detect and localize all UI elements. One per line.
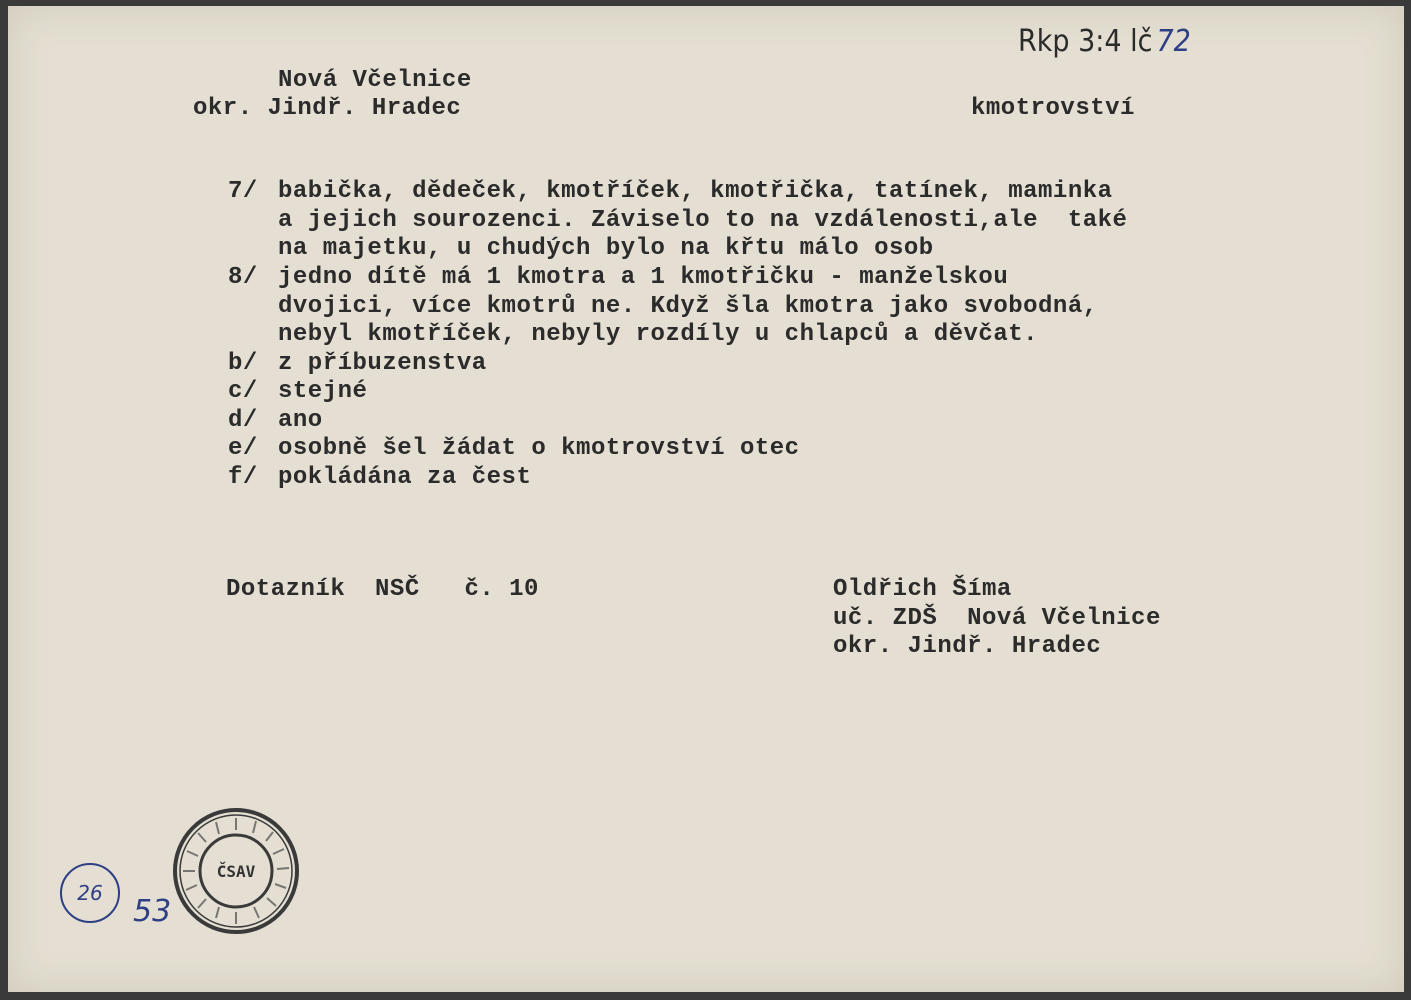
answer-key: b/ (228, 350, 258, 377)
handwritten-page-number: 53 (133, 894, 172, 929)
shelfmark-code: Rkp 3:4 lč (1018, 24, 1153, 59)
answer-key: 8/ (228, 264, 258, 291)
answer-line: dvojici, více kmotrů ne. Když šla kmotra jako svobodná, (278, 293, 1098, 320)
answer-line: babička, dědeček, kmotříček, kmotřička, tatínek, maminka (278, 178, 1113, 205)
header-place: Nová Včelnice (278, 67, 472, 94)
answer-line: na majetku, u chudých bylo na křtu málo osob (278, 235, 934, 262)
answer-line: a jejich sourozenci. Záviselo to na vzdálenosti,ale také (278, 207, 1128, 234)
answer-key: d/ (228, 407, 258, 434)
shelfmark (1018, 24, 1191, 59)
header-district: okr. Jindř. Hradec (193, 95, 462, 122)
archive-card (8, 6, 1404, 992)
answer-line: stejné (278, 378, 368, 405)
stamp-center-text: ČSAV (216, 862, 256, 881)
answer-line: jedno dítě má 1 kmotra a 1 kmotřičku - manželskou (278, 264, 1009, 291)
handwritten-circled-number: 26 (60, 863, 120, 923)
answer-key: c/ (228, 378, 258, 405)
answer-line: pokládána za čest (278, 464, 532, 491)
author-name: Oldřich Šíma (833, 576, 1012, 603)
answer-key: f/ (228, 464, 258, 491)
author-district: okr. Jindř. Hradec (833, 633, 1102, 660)
answer-line: ano (278, 407, 323, 434)
questionnaire-number: Dotazník NSČ č. 10 (226, 576, 539, 603)
author-role: uč. ZDŠ Nová Včelnice (833, 605, 1161, 632)
answer-line: osobně šel žádat o kmotrovství otec (278, 435, 800, 462)
answer-line: nebyl kmotříček, nebyly rozdíly u chlapců a děvčat. (278, 321, 1039, 348)
answer-key: 7/ (228, 178, 258, 205)
shelfmark-number: 72 (1156, 24, 1191, 59)
institution-stamp (171, 806, 301, 936)
answer-key: e/ (228, 435, 258, 462)
answer-line: z příbuzenstva (278, 350, 487, 377)
header-topic: kmotrovství (971, 95, 1135, 122)
